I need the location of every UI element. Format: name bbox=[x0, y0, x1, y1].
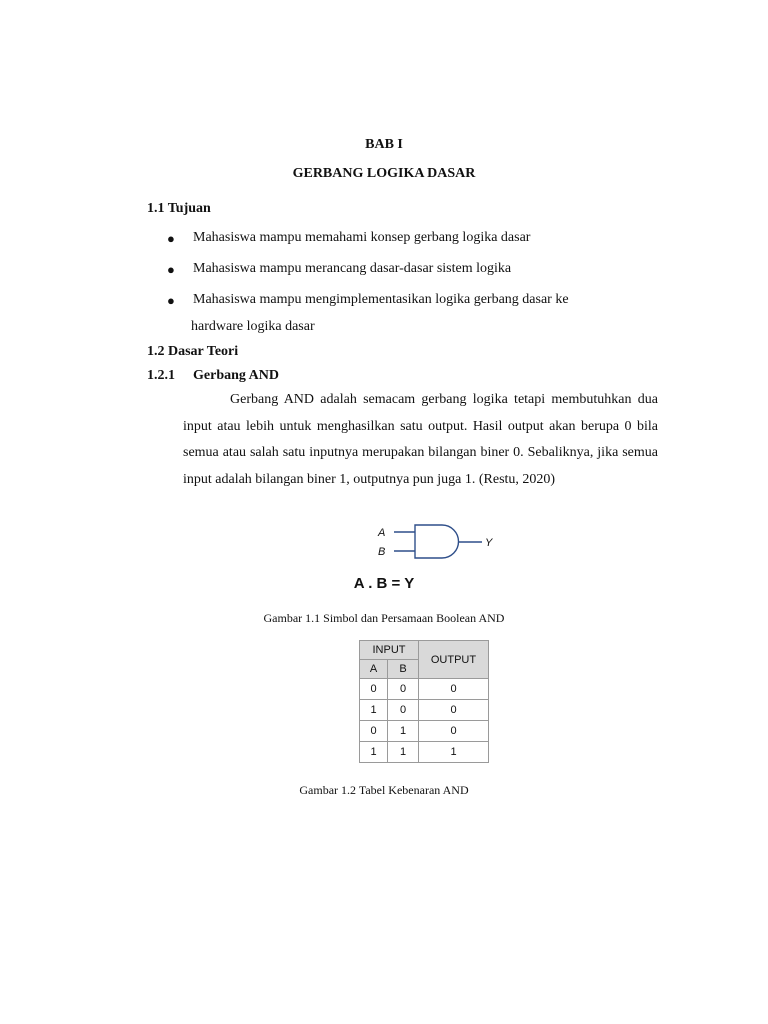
bullet-item-continuation: hardware logika dasar bbox=[191, 319, 315, 334]
table-row bbox=[360, 721, 489, 742]
table-row bbox=[360, 742, 489, 763]
section-heading-dasar-teori: 1.2 Dasar Teori bbox=[147, 344, 239, 359]
gate-label-a: A bbox=[378, 527, 386, 539]
and-gate-lines bbox=[394, 525, 482, 558]
cell-a: 0 bbox=[360, 679, 388, 700]
gate-label-y: Y bbox=[485, 537, 493, 549]
bullet-item: Mahasiswa mampu mengimplementasikan logika gerbang dasar ke bbox=[193, 292, 569, 307]
output-header: OUTPUT bbox=[419, 641, 489, 679]
bullet-icon: ● bbox=[167, 262, 175, 277]
cell-output: 1 bbox=[419, 742, 489, 763]
cell-b: 1 bbox=[388, 742, 419, 763]
figure-2-caption: Gambar 1.2 Tabel Kebenaran AND bbox=[299, 783, 469, 797]
cell-a: 0 bbox=[360, 721, 388, 742]
input-b-header: B bbox=[388, 660, 419, 679]
truth-table bbox=[359, 640, 489, 763]
cell-a: 1 bbox=[360, 700, 388, 721]
section-heading-tujuan: 1.1 Tujuan bbox=[147, 201, 211, 216]
gate-label-b: B bbox=[378, 546, 386, 558]
figure-1-caption: Gambar 1.1 Simbol dan Persamaan Boolean AND bbox=[263, 611, 505, 625]
cell-b: 0 bbox=[388, 700, 419, 721]
cell-output: 0 bbox=[419, 700, 489, 721]
bullet-icon: ● bbox=[167, 293, 175, 308]
boolean-equation: A . B = Y bbox=[353, 575, 415, 592]
cell-b: 0 bbox=[388, 679, 419, 700]
chapter-number: BAB I bbox=[365, 137, 403, 152]
bullet-icon: ● bbox=[167, 231, 175, 246]
and-gate-symbol bbox=[372, 520, 502, 562]
subsection-number: 1.2.1 bbox=[147, 368, 175, 383]
paragraph-text: Gerbang AND adalah semacam gerbang logika tetapi membutuhkan dua input atau lebih untuk menghasilkan satu output. Hasil output akan berupa 0 bila semua atau salah satu inputnya merupakan bilangan biner 0. Sebaliknya, jika semua input adalah bilangan biner 1, outputnya pun juga 1. (Restu, 2020) bbox=[183, 392, 658, 487]
table-row bbox=[360, 700, 489, 721]
cell-output: 0 bbox=[419, 721, 489, 742]
and-gate-paragraph bbox=[183, 387, 658, 493]
chapter-title: GERBANG LOGIKA DASAR bbox=[292, 166, 476, 181]
table-row bbox=[360, 679, 489, 700]
subsection-title: Gerbang AND bbox=[193, 368, 279, 383]
bullet-item: Mahasiswa mampu merancang dasar-dasar sistem logika bbox=[193, 261, 512, 276]
cell-b: 1 bbox=[388, 721, 419, 742]
input-a-header: A bbox=[360, 660, 388, 679]
bullet-item: Mahasiswa mampu memahami konsep gerbang logika dasar bbox=[193, 230, 531, 245]
cell-output: 0 bbox=[419, 679, 489, 700]
cell-a: 1 bbox=[360, 742, 388, 763]
input-header: INPUT bbox=[360, 641, 419, 660]
